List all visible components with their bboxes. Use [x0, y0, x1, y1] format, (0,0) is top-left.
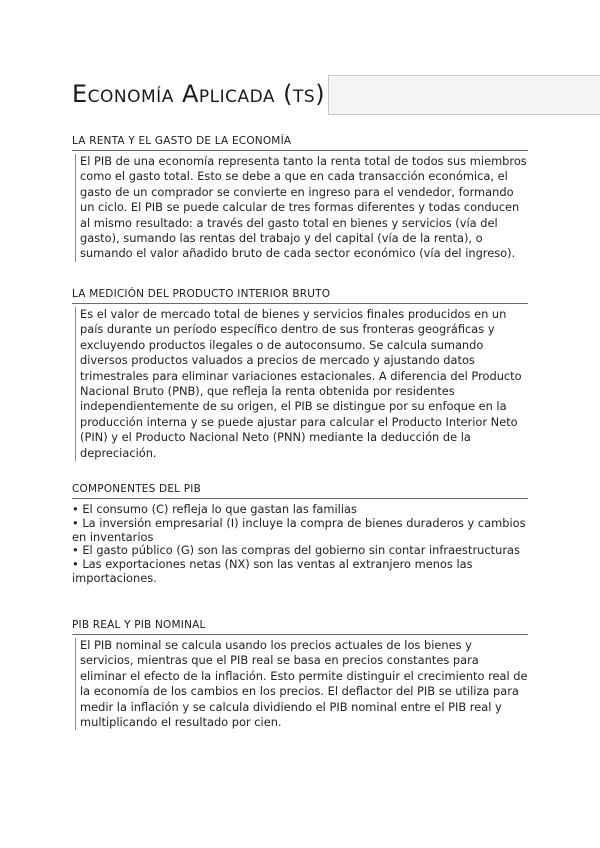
- section-heading: LA MEDICIÓN DEL PRODUCTO INTERIOR BRUTO: [72, 288, 528, 304]
- section-body: [75, 154, 528, 262]
- section-body: [75, 638, 528, 730]
- section-paragraph: El PIB de una economía representa tanto la renta total de todos sus miembros como el gasto total. Esto se debe a que en cada transacción económica, el gasto de un comprador se convierte en ingreso para el vendedor, formando un ciclo. El PIB se puede calcular de tres formas diferentes y todas conducen al mismo resultado: a través del gasto total en bienes y servicios (vía del gasto), sumando las rentas del trabajo y del capital (vía de la renta), o sumando el valor añadido bruto de cada sector económico (vía del ingreso).: [80, 154, 527, 261]
- list-item: • El consumo (C) refleja lo que gastan las familias: [72, 502, 357, 516]
- title-input-box[interactable]: [328, 75, 600, 115]
- section-pib-real-nominal: [72, 619, 528, 730]
- section-paragraph: Es el valor de mercado total de bienes y servicios finales producidos en un país durante un período específico dentro de sus fronteras geográficas y excluyendo productos ilegales o de autoconsumo. Se calcula sumando diversos productos valuados a precios de mercado y ajustando datos trimestrales para eliminar variaciones estacionales. A diferencia del Producto Nacional Bruto (PNB), que refleja la renta obtenida por residentes independientemente de su origen, el PIB se distingue por su enfoque en la producción interna y se puede ajustar para calcular el Producto Interior Neto (PIN) y el Producto Nacional Neto (PNN) mediante la deducción de la depreciación.: [80, 307, 522, 460]
- section-heading: PIB REAL Y PIB NOMINAL: [72, 619, 528, 635]
- section-paragraph: El PIB nominal se calcula usando los precios actuales de los bienes y servicios, mientras que el PIB real se basa en precios constantes para eliminar el efecto de la inflación. Esto permite distinguir el crecimiento real de la economía de los cambios en los precios. El deflactor del PIB se utiliza para medir la inflación y se calcula dividiendo el PIB nominal entre el PIB real y multiplicando el resultado por cien.: [80, 638, 528, 730]
- section-renta-gasto: [72, 135, 528, 262]
- section-body: [75, 307, 528, 461]
- bullet-list: [72, 503, 528, 586]
- section-medicion-pib: [72, 288, 528, 461]
- section-heading: LA RENTA Y EL GASTO DE LA ECONOMÍA: [72, 135, 528, 151]
- page-title: Economía Aplicada (ts): [72, 80, 326, 108]
- list-item: • El gasto público (G) son las compras del gobierno sin contar infraestructuras: [72, 543, 520, 558]
- list-item: • La inversión empresarial (I) incluye la compra de bienes duraderos y cambios en inventarios: [72, 515, 526, 544]
- section-componentes-pib: [72, 483, 528, 586]
- list-item: • Las exportaciones netas (NX) son las ventas al extranjero menos las importaciones.: [72, 557, 473, 585]
- section-heading: COMPONENTES DEL PIB: [72, 483, 528, 499]
